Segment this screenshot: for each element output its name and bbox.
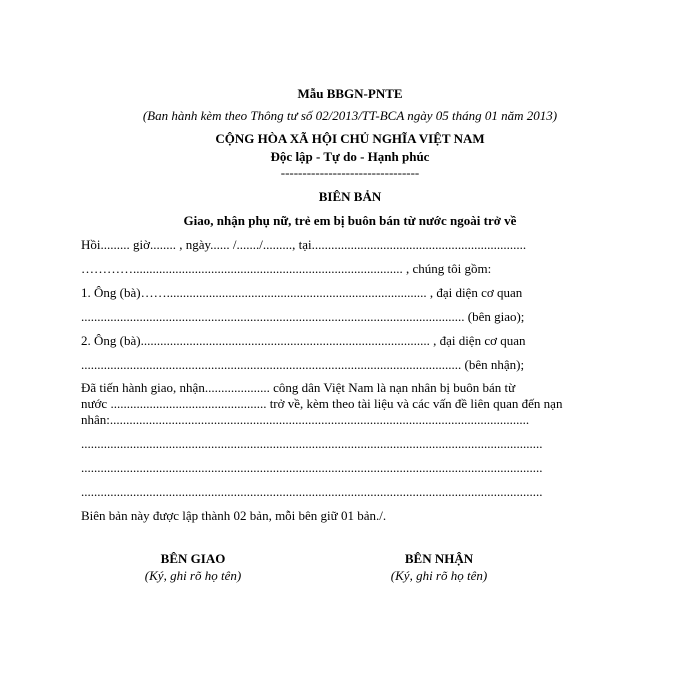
issued-by-note: (Ban hành kèm theo Thông tư số 02/2013/TT-BCA ngày 05 tháng 01 năm 2013) <box>142 108 558 123</box>
signature-right-title: BÊN NHẬN <box>404 551 474 566</box>
body-line-victim: nhân:................................................................................................................................. <box>81 412 530 427</box>
form-code: Mẫu BBGN-PNTE <box>297 86 403 101</box>
body-line-blank-1: .............................................................................................................................................. <box>81 436 543 451</box>
body-line-party-1-agency: ...................................................................................................................... (bên giao); <box>81 309 525 324</box>
body-closing: Biên bản này được lập thành 02 bản, mỗi bên giữ 01 bản./. <box>81 508 387 523</box>
signature-left-note: (Ký, ghi rõ họ tên) <box>144 568 242 583</box>
body-line-blank-3: .............................................................................................................................................. <box>81 484 543 499</box>
motto-divider: -------------------------------- <box>280 165 420 180</box>
body-line-country: nước ................................................ trở về, kèm theo tài liệu và các vấn đề liên quan đến nạn <box>81 396 563 411</box>
body-line-party-1: 1. Ông (bà)……................................................................................ , đại diện cơ quan <box>81 285 523 300</box>
country-name: CỘNG HÒA XÃ HỘI CHỦ NGHĨA VIỆT NAM <box>215 131 485 146</box>
body-line-party-2-agency: ..................................................................................................................... (bên nhận); <box>81 357 525 372</box>
document-title: BIÊN BẢN <box>318 189 382 204</box>
national-motto: Độc lập - Tự do - Hạnh phúc <box>270 149 430 164</box>
body-line-attendees: …………................................................................................... , chúng tôi gồm: <box>81 261 492 276</box>
body-line-party-2: 2. Ông (bà)......................................................................................... , đại diện cơ quan <box>81 333 526 348</box>
signature-left-title: BÊN GIAO <box>160 551 226 566</box>
body-line-time-place: Hồi......... giờ........ , ngày...... /......./........., tại.................................................................. <box>81 237 527 252</box>
document-subtitle: Giao, nhận phụ nữ, trẻ em bị buôn bán từ nước ngoài trở về <box>183 213 517 228</box>
body-line-handover: Đã tiến hành giao, nhận.................... công dân Việt Nam là nạn nhân bị buôn bán từ <box>81 380 516 395</box>
body-line-blank-2: .............................................................................................................................................. <box>81 460 543 475</box>
signature-right-note: (Ký, ghi rõ họ tên) <box>390 568 488 583</box>
